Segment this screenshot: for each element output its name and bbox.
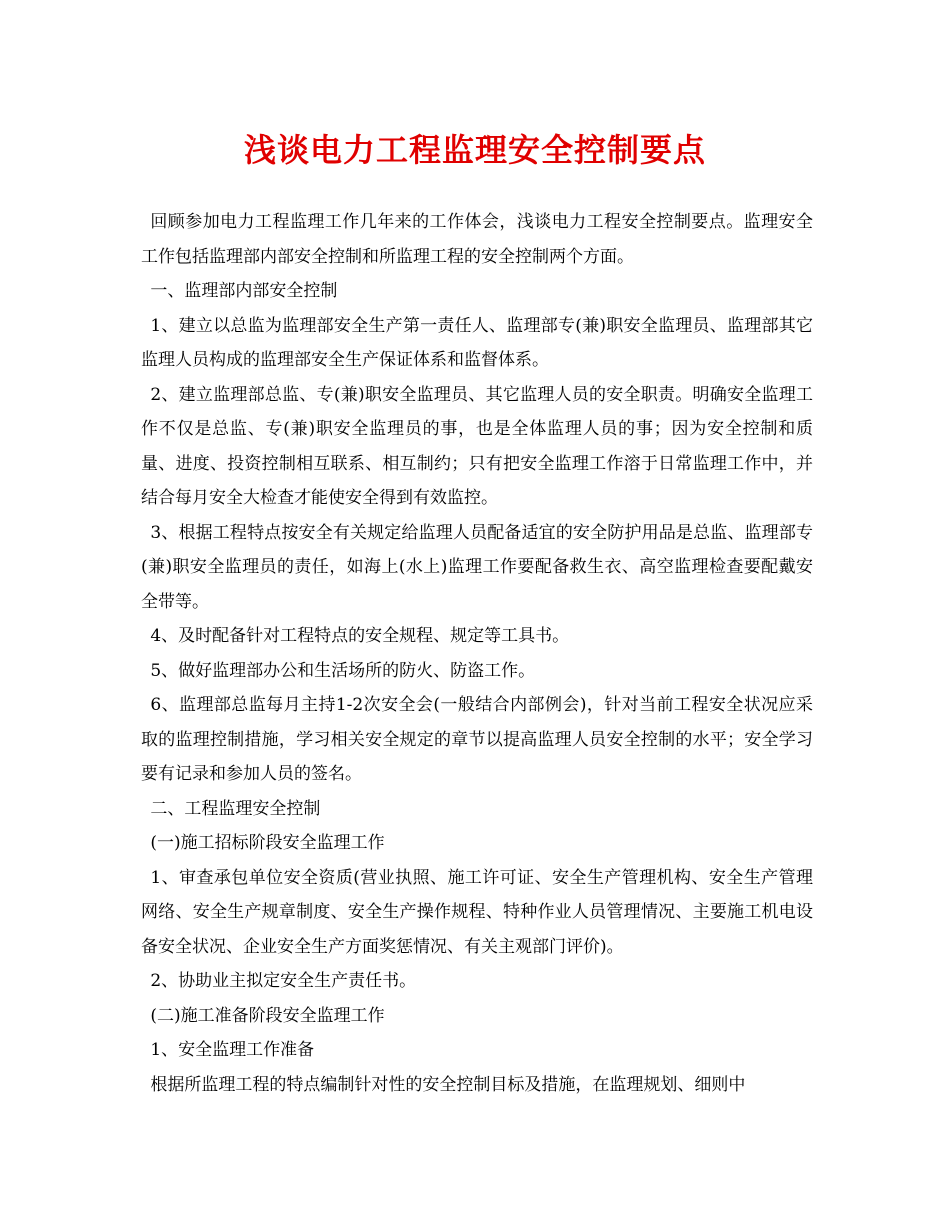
paragraph-item: 1、安全监理工作准备 (150, 1040, 315, 1060)
document-body (141, 205, 813, 1102)
paragraph-item: 1、建立以总监为监理部安全生产第一责任人、监理部专(兼)职安全监理员、监理部其它监理人员构成的监理部安全生产保证体系和监督体系。 (141, 315, 813, 370)
subheading-stage-2: (二)施工准备阶段安全监理工作 (150, 1005, 385, 1026)
paragraph-item: 4、及时配备针对工程特点的安全规程、规定等工具书。 (150, 626, 570, 646)
paragraph-item: 6、监理部总监每月主持1-2次安全会(一般结合内部例会)，针对当前工程安全状况应采取的监理控制措施，学习相关安全规定的章节以提高监理人员安全控制的水平；安全学习要有记录和参加人员的签名。 (141, 695, 813, 784)
paragraph-item: 3、根据工程特点按安全有关规定给监理人员配备适宜的安全防护用品是总监、监理部专(兼)职安全监理员的责任，如海上(水上)监理工作要配备救生衣、高空监理检查要配戴安全带等。 (141, 522, 813, 612)
paragraph-intro: 回顾参加电力工程监理工作几年来的工作体会，浅谈电力工程安全控制要点。监理安全工作包括监理部内部安全控制和所监理工程的安全控制两个方面。 (141, 212, 813, 267)
paragraph-item: 根据所监理工程的特点编制针对性的安全控制目标及措施，在监理规划、细则中 (150, 1074, 746, 1095)
heading-section-1: 一、监理部内部安全控制 (150, 281, 338, 301)
document-title: 浅谈电力工程监理安全控制要点 (243, 131, 706, 169)
paragraph-item: 2、协助业主拟定安全生产责任书。 (150, 971, 417, 991)
paragraph-item: 2、建立监理部总监、专(兼)职安全监理员、其它监理人员的安全职责。明确安全监理工作不仅是总监、专(兼)职安全监理员的事，也是全体监理人员的事；因为安全控制和质量、进度、投资控制相互联系、相互制约；只有把安全监理工作溶于日常监理工作中，并结合每月安全大检查才能使安全得到有效监控。 (141, 384, 813, 508)
heading-section-2: 二、工程监理安全控制 (150, 798, 321, 819)
subheading-stage-1: (一)施工招标阶段安全监理工作 (150, 833, 385, 853)
paragraph-item: 5、做好监理部办公和生活场所的防火、防盗工作。 (150, 660, 536, 681)
paragraph-item: 1、审查承包单位安全资质(营业执照、施工许可证、安全生产管理机构、安全生产管理网络、安全生产规章制度、安全生产操作规程、特种作业人员管理情况、主要施工机电设备安全状况、企业安全生产方面奖惩情况、有关主观部门评价)。 (141, 867, 813, 957)
